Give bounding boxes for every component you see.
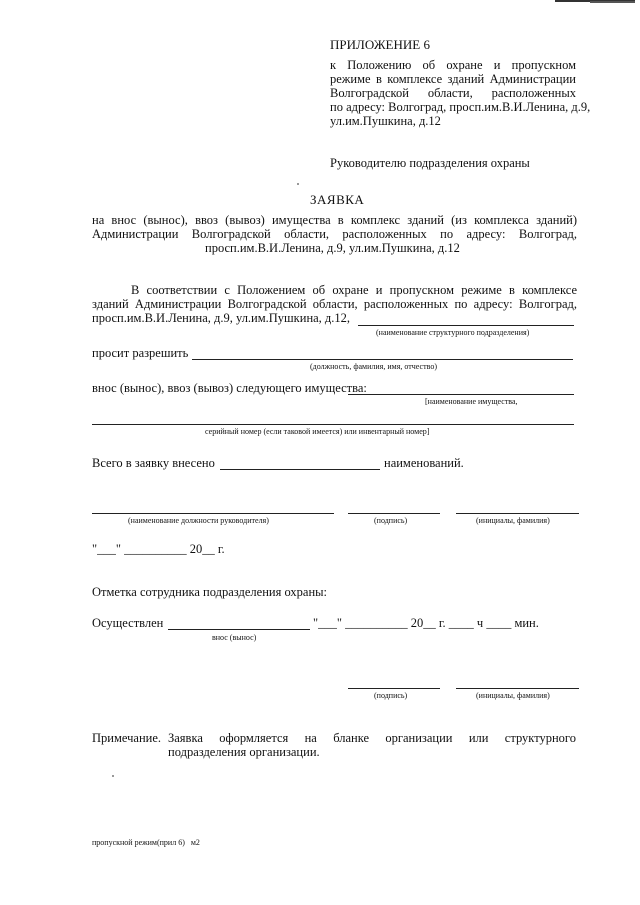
- body-line: В соответствии с Положением об охране и пропускном режиме в комплексе: [131, 283, 577, 297]
- signature-field[interactable]: [348, 513, 440, 514]
- requests-label: просит разрешить: [92, 346, 189, 360]
- note-line: подразделения организации.: [168, 745, 320, 759]
- done-type-field[interactable]: [168, 629, 310, 630]
- caption-guard-signature: (подпись): [374, 691, 408, 700]
- done-label: Осуществлен: [92, 616, 164, 630]
- subtitle-line: Администрации Волгоградской области, расположенных по адресу: Волгоград,: [92, 227, 577, 241]
- scan-dot: [297, 183, 299, 185]
- caption-serial: серийный номер (если таковой имеется) или инвентарный номер]: [205, 427, 430, 436]
- property-field[interactable]: [348, 394, 574, 395]
- head-position-field[interactable]: [92, 513, 334, 514]
- total-suffix: наименований.: [384, 456, 464, 470]
- caption-head-position: (наименование должности руководителя): [128, 516, 269, 525]
- ref-line: ул.им.Пушкина, д.12: [330, 114, 441, 128]
- scan-dot: [112, 775, 114, 777]
- page-title: ЗАЯВКА: [310, 192, 365, 207]
- initials-field[interactable]: [456, 513, 579, 514]
- done-datetime: "___" __________ 20__ г. ____ ч ____ мин.: [313, 616, 539, 630]
- appendix-title: ПРИЛОЖЕНИЕ 6: [330, 37, 430, 52]
- ref-line: Волгоградской области, расположенных: [330, 86, 576, 100]
- caption-type: внос (вынос): [212, 633, 257, 642]
- date-line: "___" __________ 20__ г.: [92, 542, 225, 556]
- note-label: Примечание.: [92, 731, 162, 745]
- serial-field[interactable]: [92, 424, 574, 425]
- note-line: Заявка оформляется на бланке организации или структурного: [168, 731, 576, 745]
- footer: пропускной режим(прил 6) м2: [92, 838, 200, 847]
- subtitle-line: просп.им.В.И.Ленина, д.9, ул.им.Пушкина, д.12: [205, 241, 460, 255]
- scan-mark: [590, 1, 635, 3]
- caption-signature: (подпись): [374, 516, 408, 525]
- caption-person: (должность, фамилия, имя, отчество): [310, 362, 437, 371]
- guard-label: Отметка сотрудника подразделения охраны:: [92, 585, 328, 599]
- ref-line: к Положению об охране и пропускном: [330, 58, 576, 72]
- ref-line: по адресу: Волгоград, просп.им.В.И.Ленина, д.9,: [330, 100, 591, 114]
- subtitle-line: на внос (вынос), ввоз (вывоз) имущества в комплекс зданий (из комплекса зданий): [92, 213, 577, 227]
- guard-signature-field[interactable]: [348, 688, 440, 689]
- caption-initials: (инициалы, фамилия): [476, 516, 550, 525]
- addressee: Руководителю подразделения охраны: [330, 156, 530, 170]
- caption-property: [наименование имущества,: [425, 397, 518, 406]
- unit-field[interactable]: [358, 325, 574, 326]
- ref-line: режиме в комплексе зданий Администрации: [330, 72, 576, 86]
- property-label: внос (вынос), ввоз (вывоз) следующего имущества:: [92, 381, 367, 395]
- guard-initials-field[interactable]: [456, 688, 579, 689]
- total-field[interactable]: [220, 469, 380, 470]
- caption-guard-initials: (инициалы, фамилия): [476, 691, 550, 700]
- person-field[interactable]: [192, 359, 573, 360]
- body-line: просп.им.В.И.Ленина, д.9, ул.им.Пушкина, д.12,: [92, 311, 351, 325]
- body-line: зданий Администрации Волгоградской области, расположенных по адресу: Волгоград,: [92, 297, 577, 311]
- total-label: Всего в заявку внесено: [92, 456, 215, 470]
- caption-unit: (наименование структурного подразделения): [376, 328, 530, 337]
